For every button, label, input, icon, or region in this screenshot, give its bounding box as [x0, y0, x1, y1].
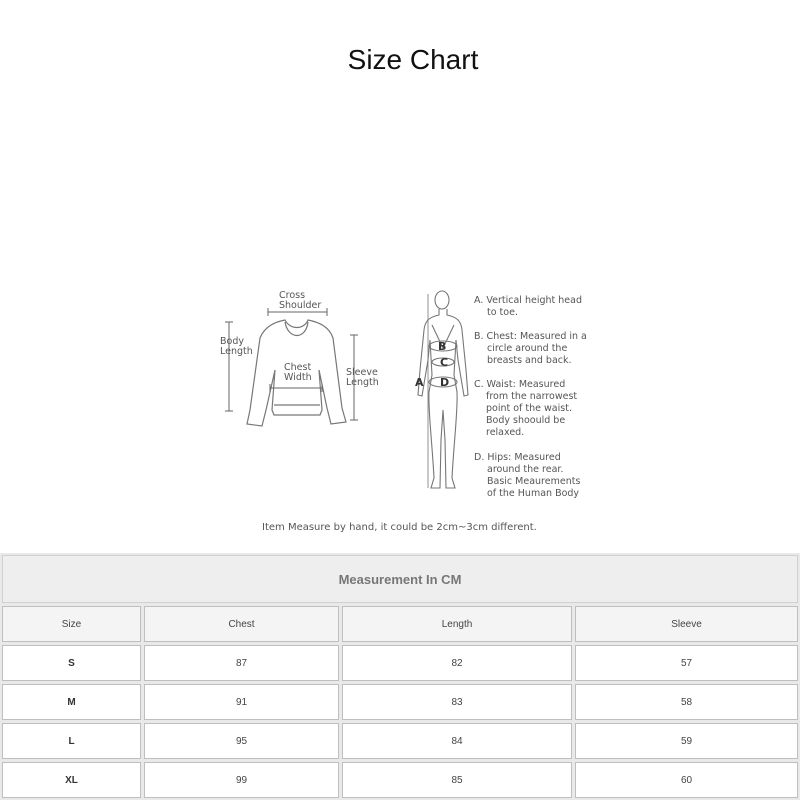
page-title: Size Chart [347, 44, 479, 75]
note-c-line-5: relaxed. [486, 427, 525, 438]
column-header-sleeve: Sleeve [575, 606, 798, 642]
table-cell-length: 85 [342, 762, 572, 798]
column-header-chest: Chest [144, 606, 339, 642]
column-header-size: Size [2, 606, 141, 642]
table-cell-length: 83 [342, 684, 572, 720]
note-c-line-4: Body shoould be [486, 415, 566, 426]
table-cell-chest: 91 [144, 684, 339, 720]
cross-shoulder-label-2: Shoulder [279, 300, 322, 311]
table-cell-sleeve: 60 [575, 762, 798, 798]
marker-b: B [438, 340, 447, 353]
table-cell-size: L [2, 723, 141, 759]
table-cell-length: 84 [342, 723, 572, 759]
table-cell-size: M [2, 684, 141, 720]
note-b-line-2: circle around the [487, 343, 568, 354]
body-length-label-2: Length [220, 346, 253, 357]
note-c-line-1: C. Waist: Measured [474, 379, 566, 390]
table-cell-sleeve: 58 [575, 684, 798, 720]
note-b-line-1: B. Chest: Measured in a [474, 331, 587, 342]
marker-c: C [440, 356, 449, 369]
table-caption: Measurement In CM [2, 555, 798, 603]
column-header-length: Length [342, 606, 572, 642]
cross-shoulder-label-1: Cross [279, 290, 306, 301]
table-cell-chest: 87 [144, 645, 339, 681]
body-length-label-1: Body [220, 336, 244, 347]
table-cell-size: XL [2, 762, 141, 798]
measure-disclaimer: Item Measure by hand, it could be 2cm~3cm different. [262, 522, 537, 533]
note-a-line-1: A. Vertical height head [474, 295, 582, 306]
marker-d: D [440, 376, 450, 389]
sleeve-length-label-2: Length [346, 377, 379, 388]
size-table [0, 553, 800, 800]
note-d-line-4: of the Human Body [487, 488, 580, 499]
table-cell-length: 82 [342, 645, 572, 681]
note-b-line-3: breasts and back. [487, 355, 572, 366]
chest-width-label-2: Width [284, 372, 312, 383]
marker-a: A [415, 376, 424, 389]
note-c-line-3: point of the waist. [486, 403, 572, 414]
note-d-line-1: D. Hips: Measured [474, 452, 561, 463]
human-figure-drawing [418, 291, 468, 488]
note-d-line-2: around the rear. [487, 464, 564, 475]
note-d-line-3: Basic Meaurements [487, 476, 581, 487]
sleeve-length-label-1: Sleeve [346, 367, 378, 378]
note-a-line-2: to toe. [487, 307, 518, 318]
note-c-line-2: from the narrowest [486, 391, 578, 402]
table-cell-size: S [2, 645, 141, 681]
table-cell-sleeve: 57 [575, 645, 798, 681]
table-cell-chest: 99 [144, 762, 339, 798]
table-cell-sleeve: 59 [575, 723, 798, 759]
chest-width-label-1: Chest [284, 362, 312, 373]
table-cell-chest: 95 [144, 723, 339, 759]
